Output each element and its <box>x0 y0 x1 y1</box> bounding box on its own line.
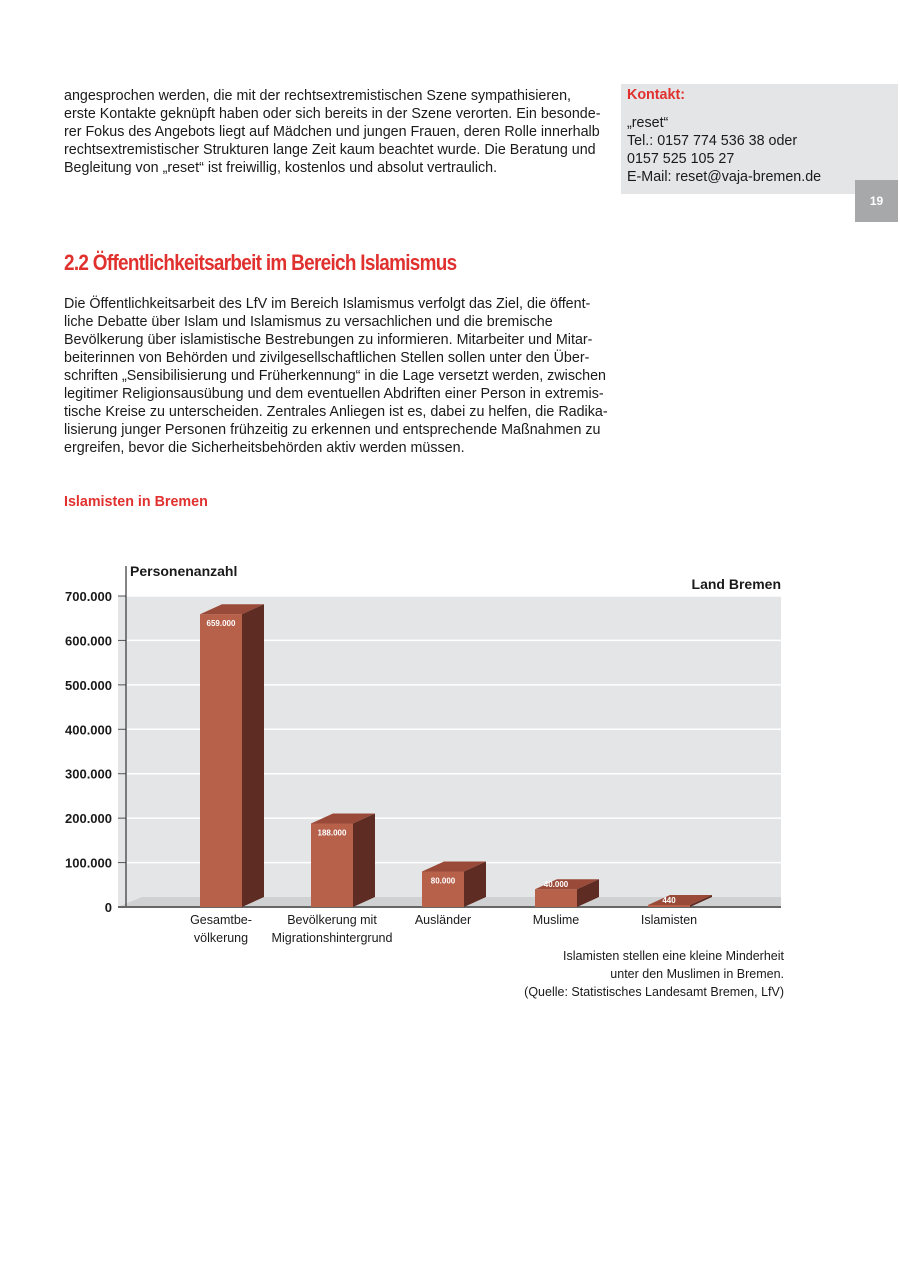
y-tick-label: 600.000 <box>65 633 112 649</box>
contact-line: „reset“ <box>627 115 669 131</box>
intro-line: rechtsextremistischer Strukturen lange Zeit kaum beachtet wurde. Die Beratung und <box>64 142 596 158</box>
body-line: Bevölkerung über islamistische Bestrebungen zu informieren. Mitarbeiter und Mitar- <box>64 332 593 348</box>
chart-title: Islamisten in Bremen <box>64 494 208 510</box>
bar-side <box>353 813 375 907</box>
bar-value-label: 440 <box>662 896 676 905</box>
caption-line: unter den Muslimen in Bremen. <box>610 967 784 981</box>
category-label: Migrationshintergrund <box>271 931 393 945</box>
category-label: völkerung <box>193 931 249 945</box>
bar-front <box>200 614 242 907</box>
intro-line: Begleitung von „reset“ ist freiwillig, kostenlos und absolut vertraulich. <box>64 160 498 176</box>
y-tick-label: 500.000 <box>65 677 112 693</box>
bar-value-label: 40.000 <box>543 880 569 890</box>
y-axis-title: Personenanzahl <box>130 563 238 579</box>
body-line: lisierung junger Personen frühzeitig zu erkennen und entsprechende Maßnahmen zu <box>64 422 601 438</box>
bar-front <box>535 889 577 907</box>
category-label: Muslime <box>532 913 580 927</box>
page-number: 19 <box>855 180 898 222</box>
contact-email: E-Mail: reset@vaja-bremen.de <box>627 169 822 185</box>
body-line: legitimer Religionsausübung und dem eventuellen Abdriften einer Person in extremis- <box>64 386 604 402</box>
y-tick-label: 300.000 <box>65 766 112 782</box>
category-label: Gesamtbe- <box>190 913 252 927</box>
category-label: Bevölkerung mit <box>287 913 377 927</box>
category-label: Islamisten <box>640 913 698 927</box>
caption-line: (Quelle: Statistisches Landesamt Bremen, LfV) <box>524 985 784 999</box>
y-tick-label: 700.000 <box>65 589 112 604</box>
caption-line: Islamisten stellen eine kleine Minderheit <box>563 949 784 963</box>
bar-value-label: 188.000 <box>317 828 347 838</box>
y-tick-label: 100.000 <box>65 855 112 871</box>
contact-phone-alt: 0157 525 105 27 <box>627 151 735 167</box>
y-tick-label: 200.000 <box>65 811 112 827</box>
region-label: Land Bremen <box>691 576 781 592</box>
intro-line: erste Kontakte geknüpft haben oder sich bereits in der Szene verorten. Ein besonde- <box>64 106 601 122</box>
body-line: liche Debatte über Islam und Islamismus zu versachlichen und die bremische <box>64 314 553 330</box>
intro-line: rer Fokus des Angebots liegt auf Mädchen und jungen Frauen, deren Rolle innerhalb <box>64 124 600 140</box>
bar-value-label: 659.000 <box>206 619 236 629</box>
y-tick-label: 400.000 <box>65 722 112 738</box>
body-line: Die Öffentlichkeitsarbeit des LfV im Bereich Islamismus verfolgt das Ziel, die öffent- <box>64 296 591 312</box>
bar-chart <box>0 550 900 950</box>
contact-title: Kontakt: <box>627 87 685 103</box>
category-label: Ausländer <box>414 913 472 927</box>
body-line: schriften „Sensibilisierung und Früherkennung“ in die Lage versetzt werden, zwischen <box>64 368 606 384</box>
body-line: ergreifen, bevor die Sicherheitsbehörden aktiv werden müssen. <box>64 440 465 456</box>
section-heading: 2.2 Öffentlichkeitsarbeit im Bereich Islamismus <box>64 250 457 275</box>
body-line: tische Kreise zu unterscheiden. Zentrales Anliegen ist es, dabei zu helfen, die Radika- <box>64 404 608 420</box>
bar-value-label: 80.000 <box>430 876 456 886</box>
y-tick-label: 0 <box>104 900 112 915</box>
bar-side <box>242 604 264 907</box>
contact-phone: Tel.: 0157 774 536 38 oder <box>627 133 798 149</box>
contact-box <box>621 84 898 194</box>
body-line: beiterinnen von Behörden und zivilgesellschaftlichen Stellen sollen unter den Über- <box>64 350 590 366</box>
intro-line: angesprochen werden, die mit der rechtsextremistischen Szene sympathisieren, <box>64 88 571 104</box>
bar-front <box>648 905 690 907</box>
